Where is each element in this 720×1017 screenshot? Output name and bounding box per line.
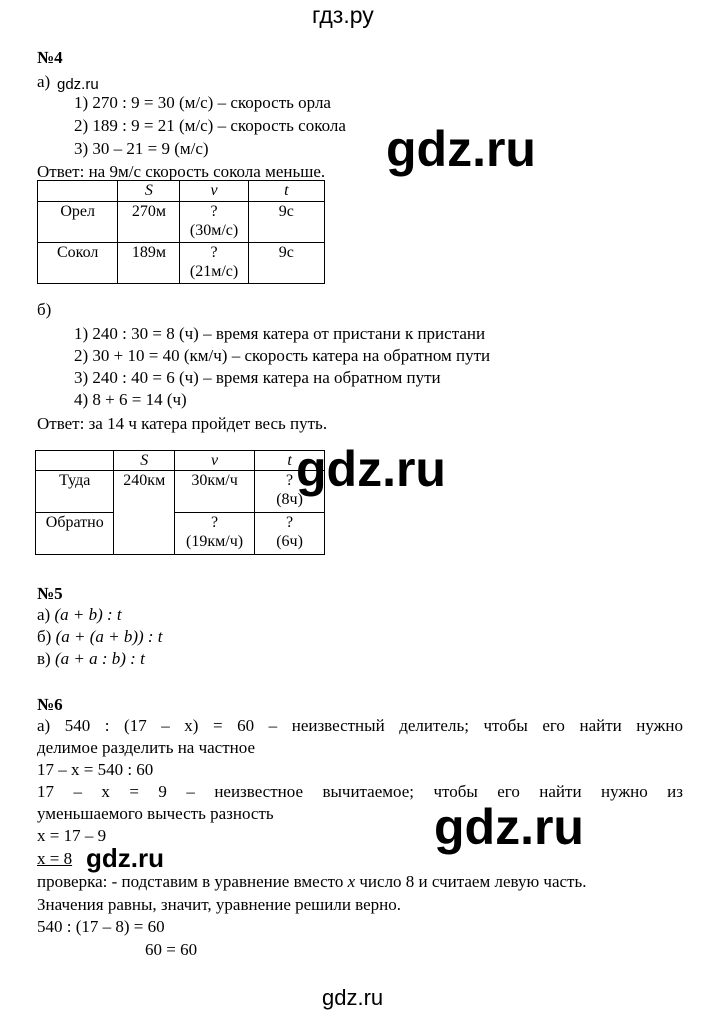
task6-line: x = 17 – 9 [37, 826, 107, 845]
task4a-answer: Ответ: на 9м/с скорость сокола меньше. [37, 162, 326, 181]
table-header-cell [38, 181, 118, 202]
task4a-table [37, 180, 325, 284]
watermark-large: gdz.ru [386, 121, 536, 177]
row-t-question: ? [285, 472, 294, 489]
watermark-large: gdz.ru [296, 441, 446, 497]
row-s: 270м [118, 202, 180, 243]
row-name: Сокол [38, 243, 118, 284]
task6-title: №6 [37, 695, 63, 714]
table-row [38, 243, 325, 284]
task4a-step-1: 1) 270 : 9 = 30 (м/с) – скорость орла [74, 93, 331, 112]
table-header-v: v [175, 451, 255, 471]
task5-item-label: б) [37, 627, 52, 646]
row-v [180, 243, 248, 284]
task6-line: уменьшаемого вычесть разность [37, 804, 274, 823]
row-v-question: ? [210, 203, 218, 220]
task6-line: делимое разделить на частное [37, 738, 256, 757]
table-row [36, 513, 325, 555]
table-row [38, 202, 325, 243]
header-site-name: гдз.ру [312, 2, 374, 28]
row-s: 189м [118, 243, 180, 284]
task5-item [37, 627, 163, 647]
task4-title: №4 [37, 48, 63, 67]
task6-check [37, 872, 586, 892]
task6-line: 17 – x = 9 – неизвестное вычитаемое; чтобы его найти нужно из [37, 782, 683, 801]
task5-item-expr: (a + (a + b)) : t [55, 627, 163, 646]
row-v-value: (30м/с) [189, 222, 239, 239]
task6-line: а) 540 : (17 – x) = 60 – неизвестный делитель; чтобы его найти нужно [37, 716, 683, 735]
row-name: Орел [38, 202, 118, 243]
row-s: 240км [114, 471, 175, 555]
watermark-large: gdz.ru [434, 799, 584, 855]
task6-line: 540 : (17 – 8) = 60 [37, 917, 165, 936]
row-v: 30км/ч [175, 471, 255, 513]
task6-line: 17 – x = 540 : 60 [37, 760, 154, 779]
task6-line: Значения равны, значит, уравнение решили верно. [37, 895, 401, 914]
table-header-t: t [255, 451, 325, 471]
row-t-value: (6ч) [276, 533, 303, 550]
task5-item [37, 649, 145, 669]
task5-item-expr: (a + b) : t [54, 605, 122, 624]
task4b-step-1: 1) 240 : 30 = 8 (ч) – время катера от пристани к пристани [74, 324, 486, 343]
task4a-label: а) [37, 72, 51, 91]
footer-site-name: gdz.ru [322, 985, 384, 1010]
row-name: Обратно [36, 513, 114, 555]
row-v-question: ? [210, 244, 218, 261]
task6-result: x = 8 [37, 849, 73, 868]
task4b-step-3: 3) 240 : 40 = 6 (ч) – время катера на обратном пути [74, 368, 441, 387]
table-header-s: S [114, 451, 175, 471]
row-t: 9с [248, 202, 324, 243]
row-v-value: (19км/ч) [186, 533, 244, 550]
table-header-t: t [248, 181, 324, 202]
row-t: 9с [248, 243, 324, 284]
table-header-v: v [180, 181, 248, 202]
check-text-start: проверка: - подставим в уравнение вместо [37, 872, 348, 891]
task5-item [37, 605, 122, 625]
watermark-medium: gdz.ru [86, 843, 164, 873]
task5-title: №5 [37, 584, 63, 603]
row-v [175, 513, 255, 555]
task4b-table [35, 450, 325, 555]
row-v-value: (21м/с) [189, 263, 239, 280]
task5-item-expr: (a + a : b) : t [54, 649, 145, 668]
task4b-step-2: 2) 30 + 10 = 40 (км/ч) – скорость катера на обратном пути [74, 346, 491, 365]
task4b-answer: Ответ: за 14 ч катера пройдет весь путь. [37, 414, 328, 433]
task4b-label: б) [37, 300, 52, 319]
row-v-question: ? [210, 514, 219, 531]
watermark-small: gdz.ru [57, 76, 99, 93]
table-header-cell [36, 451, 114, 471]
row-name: Туда [36, 471, 114, 513]
row-t-question: ? [285, 514, 294, 531]
task4b-step-4: 4) 8 + 6 = 14 (ч) [74, 390, 187, 409]
check-text-end: число 8 и считаем левую часть. [355, 872, 587, 891]
task6-line: 60 = 60 [145, 940, 198, 959]
row-v [180, 202, 248, 243]
table-header-s: S [118, 181, 180, 202]
task5-item-label: а) [37, 605, 51, 624]
check-variable: x [347, 872, 356, 891]
task4a-step-3: 3) 30 – 21 = 9 (м/с) [74, 139, 209, 158]
row-t-value: (8ч) [276, 491, 303, 508]
table-row [36, 471, 325, 513]
task5-item-label: в) [37, 649, 51, 668]
task4a-step-2: 2) 189 : 9 = 21 (м/с) – скорость сокола [74, 116, 346, 135]
row-t [255, 513, 325, 555]
